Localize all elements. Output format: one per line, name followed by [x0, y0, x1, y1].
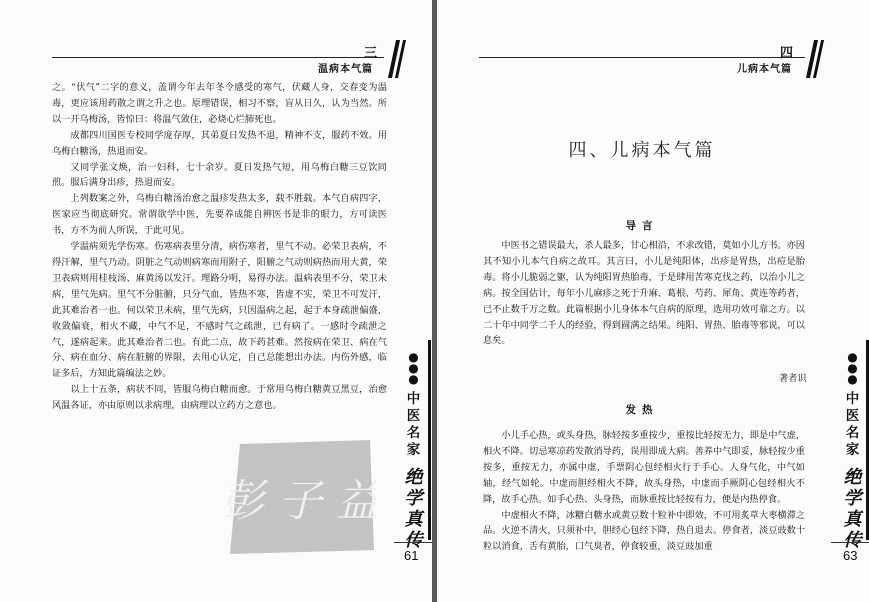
- side-tab-char: 家: [845, 442, 860, 458]
- left-page: [0, 0, 432, 602]
- body-text: [52, 80, 387, 414]
- chapter-title: 四、儿病本气篇: [568, 140, 716, 161]
- side-tab: [839, 352, 866, 551]
- side-tab-dots: ● ● ●: [408, 350, 419, 386]
- side-tab-char: 传: [404, 530, 423, 551]
- paragraph: 又同学张文焕，治一妇科，七十余岁。夏日发热气短，用乌梅白糖三豆饮同煎。服后满身出疹，热退而安。: [52, 161, 387, 189]
- paragraph: 以上十五条，病状不同，皆服乌梅白糖而愈。于常用乌梅白糖黄豆黑豆，治愈风温各证，亦由原则以求病理，由病理以立药方之意也。: [52, 384, 387, 412]
- paragraph: 中虚相火不降，冰糖白糖水或黄豆数十粒补中即效，不可用炙草大枣横滞之品。火逆不清火，只须补中，胆经心包经下降，热自退去。停食者，淡豆豉数十粒以消食，舌有黄胎，口气臭者，停食较重，淡豆豉加重: [483, 509, 805, 553]
- side-tab-char: 绝: [843, 467, 862, 488]
- side-tab-dots: ● ● ●: [847, 350, 858, 386]
- side-tab-char: 名: [845, 425, 860, 441]
- right-page: [437, 0, 869, 602]
- paragraph: 成都四川国医专校同学庞存厚，其弟夏日发热不退，精神不支，服药不效。用乌梅白糖汤，热退而安。: [52, 129, 387, 157]
- intro-text: [483, 238, 805, 349]
- author-signature: 著者识: [779, 373, 807, 384]
- paragraph: 中医书之错误最大，杀人最多，甘心相沿，不求改错，莫如小儿方书。亦因其不知小儿本气自病之故耳。其言曰，小儿是纯阳体，出疹是胃热，出痘是胎毒。将小儿脆弱之躯，认为纯阳胃热胎毒，于是肆用苦寒克伐之药，以治小儿之病。按全国估计，每年小儿麻疹之死于升麻、葛根、芍药、犀角、黄连等药者，已不止数千万之数。此篇根据小儿身体本气自病的原理，选用功效可靠之方。以二十年中同学二千人的经验，得到圆满之结果。纯阳、胃热、胎毒等邪说，可以息矣。: [483, 240, 805, 347]
- side-tab-subtitle: [839, 467, 866, 551]
- side-tab-char: 中: [845, 391, 860, 407]
- side-tab-char: 真: [843, 509, 862, 530]
- footer-rule: [394, 542, 432, 543]
- paragraph: 学温病须先学伤寒。伤寒病表里分清，病伤寒者，里气不动。必荣卫表病，不得汗解，里气乃动。阴脏之气动则病寒而用附子，阳腑之气动则病热而用大黄，荣卫表病则用桂枝汤、麻黄汤以发汗。理路分明，易得办法。温病表里不分，荣卫未病，里气先病。里气不分脏腑，只分气血，皆热不寒，皆虚不实，荣卫不可发汗，此其难治者一也。何以荣卫未病，里气先病，只因温病之起，起于本身疏泄偏盛，收敛偏衰，相火不藏，中气不足，不感时气之疏泄，已有病了。一感时令疏泄之气，遂病起来。此其难治者二也。有此二点，故下药甚难。然按病在荣卫、病在气分、病在血分、病在脏腑的界限，去用心认定，自己总能想出办法。内伤外感，临证多后，方知此篇编法之妙。: [52, 241, 387, 380]
- side-tab-title: [400, 391, 427, 459]
- side-tab-char: 真: [404, 509, 423, 530]
- page-number: 61: [404, 548, 419, 563]
- side-bar: [428, 340, 431, 540]
- page-number: 63: [843, 548, 858, 563]
- side-tab-char: 医: [406, 408, 421, 424]
- header-rule: [479, 57, 805, 58]
- fever-text: [483, 428, 805, 555]
- header-title: 儿病本气篇: [737, 64, 792, 75]
- side-tab: [400, 352, 427, 551]
- section-title-fever: 发热: [625, 404, 659, 416]
- footer-rule: [831, 542, 869, 543]
- side-tab-subtitle: [400, 467, 427, 551]
- side-tab-char: 学: [404, 488, 423, 509]
- side-tab-char: 医: [845, 408, 860, 424]
- side-tab-char: 绝: [404, 467, 423, 488]
- side-tab-title: [839, 391, 866, 459]
- side-tab-char: 中: [406, 391, 421, 407]
- side-tab-char: 传: [843, 530, 862, 551]
- header-chapter-number: 三: [364, 46, 378, 61]
- side-tab-char: 学: [843, 488, 862, 509]
- header-chapter-number: 四: [780, 46, 794, 61]
- paragraph: 之。“伏气”二字的意义，盖谓今年去年冬令感受的寒气，伏藏人身，交春变为温毒，更应该用药散之谓之升之也。原理错误，相习不察，盲从日久，认为当然。所以一开乌梅汤，皆惊曰：将温气敛住，必烧心烂肺死也。: [52, 82, 387, 125]
- stamp-watermark: [226, 438, 376, 562]
- stamp-text: 彭 子 益: [226, 476, 376, 527]
- paragraph: 上列数案之外，乌梅白糖汤治愈之温疹发热太多，载不胜载。本气自病四字，医家应当彻底研究。常谓欲学中医，先要养成能自辨医书是非的眼力，方可读医书，方不为前人所误，于此可见。: [52, 193, 387, 237]
- side-tab-char: 名: [406, 425, 421, 441]
- header-rule: [52, 57, 384, 58]
- paragraph: 小儿手心热，或头身热，脉轻按多重按少，重按比轻按无力，即是中气虚，相火不降。切忌寒凉药发散消导药，误用即成大病。善养中气即妥，脉轻按少重按多，重按无力，亦属中虚，手票阴心包经相火行于手心。人身气化，中气如轴，经气如轮。中虚而胆经相火不降，故头身热，中虚而手厥阴心包经相火不降，故手心热。如手心热、头身热，而脉重按比轻按有力，便是内热停食。: [483, 430, 805, 505]
- side-tab-char: 家: [406, 442, 421, 458]
- section-title-intro: 导言: [625, 220, 659, 232]
- header-title: 温病本气篇: [318, 64, 373, 75]
